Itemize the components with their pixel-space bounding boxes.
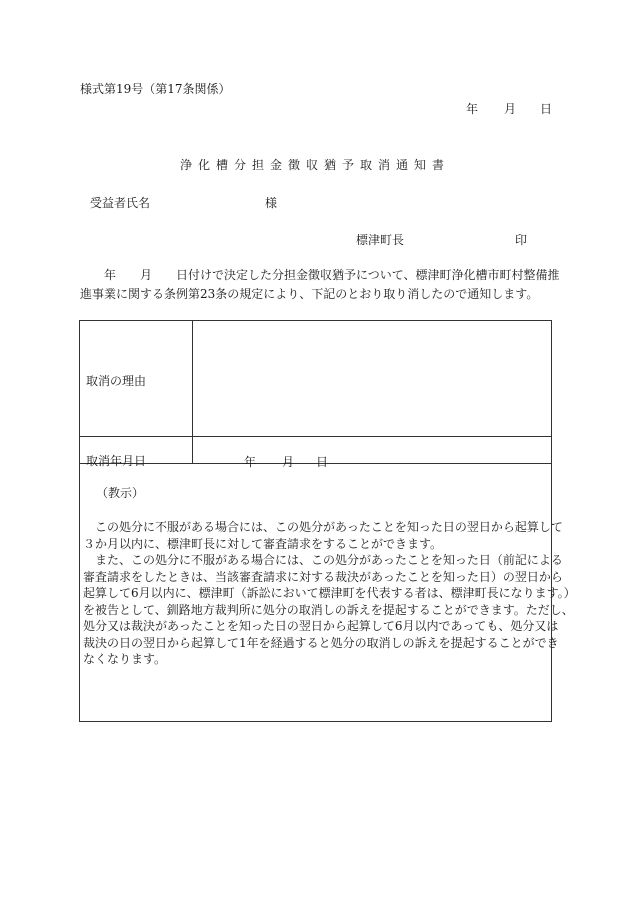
row-divider <box>80 436 551 437</box>
notes-line: 裁決の日の翌日から起算して1年を経過すると処分の取消しの訴えを提起することができ <box>83 635 559 650</box>
reason-label: 取消の理由 <box>86 374 147 388</box>
intro-month: 月 <box>140 268 153 282</box>
notes-line: 審査請求をしたときは、当該審査請求に対する裁決があったことを知った日）の翌日から <box>83 569 563 584</box>
column-divider <box>192 321 193 464</box>
intro-paragraph <box>80 266 560 304</box>
cancel-month: 月 <box>282 455 295 469</box>
cancel-year: 年 <box>244 455 257 469</box>
document-title: 浄化槽分担金徴収猶予取消通知書 <box>179 158 450 172</box>
notes-line: 処分又は裁決があったことを知った日の翌日から起算して6月以内であっても、処分又は <box>83 619 559 633</box>
form-number: 様式第19号（第17条関係） <box>80 82 231 96</box>
notes-body <box>83 519 576 668</box>
date-day: 日 <box>540 102 553 116</box>
intro-line2: 進事業に関する条例第23条の規定により、下記のとおり取り消したので通知します。 <box>80 287 539 301</box>
date-label: 取消年月日 <box>86 454 147 468</box>
cancellation-date <box>244 453 328 470</box>
notes-line: この処分に不服がある場合には、この処分があったことを知った日の翌日から起算して <box>83 520 563 534</box>
cancel-day: 日 <box>316 455 329 469</box>
issuer-name: 標津町長 <box>356 233 405 247</box>
notes-heading: （教示） <box>96 486 145 500</box>
intro-line1: 日付けで決定した分担金徴収猶予について、標津町浄化槽市町村整備推 <box>176 268 560 282</box>
issue-date <box>466 100 552 117</box>
intro-year: 年 <box>104 268 117 282</box>
seal-mark: 印 <box>515 233 528 247</box>
date-year: 年 <box>466 102 479 116</box>
notes-line: 起算して6月以内に、標津町（訴訟において標津町を代表する者は、標津町長になります。） <box>83 586 576 600</box>
recipient-suffix: 様 <box>265 196 278 210</box>
notes-line: ３か月以内に、標津町長に対して審査請求をすることができます。 <box>83 536 443 551</box>
notes-line: また、この処分に不服がある場合には、この処分があったことを知った日（前記による <box>83 553 563 567</box>
notes-line: を被告として、釧路地方裁判所に処分の取消しの訴えを提起することができます。ただし、 <box>83 602 574 617</box>
recipient-label: 受益者氏名 <box>90 196 151 210</box>
cancellation-table <box>79 320 576 722</box>
notes-line: なくなります。 <box>83 652 167 666</box>
date-month: 月 <box>504 102 517 116</box>
